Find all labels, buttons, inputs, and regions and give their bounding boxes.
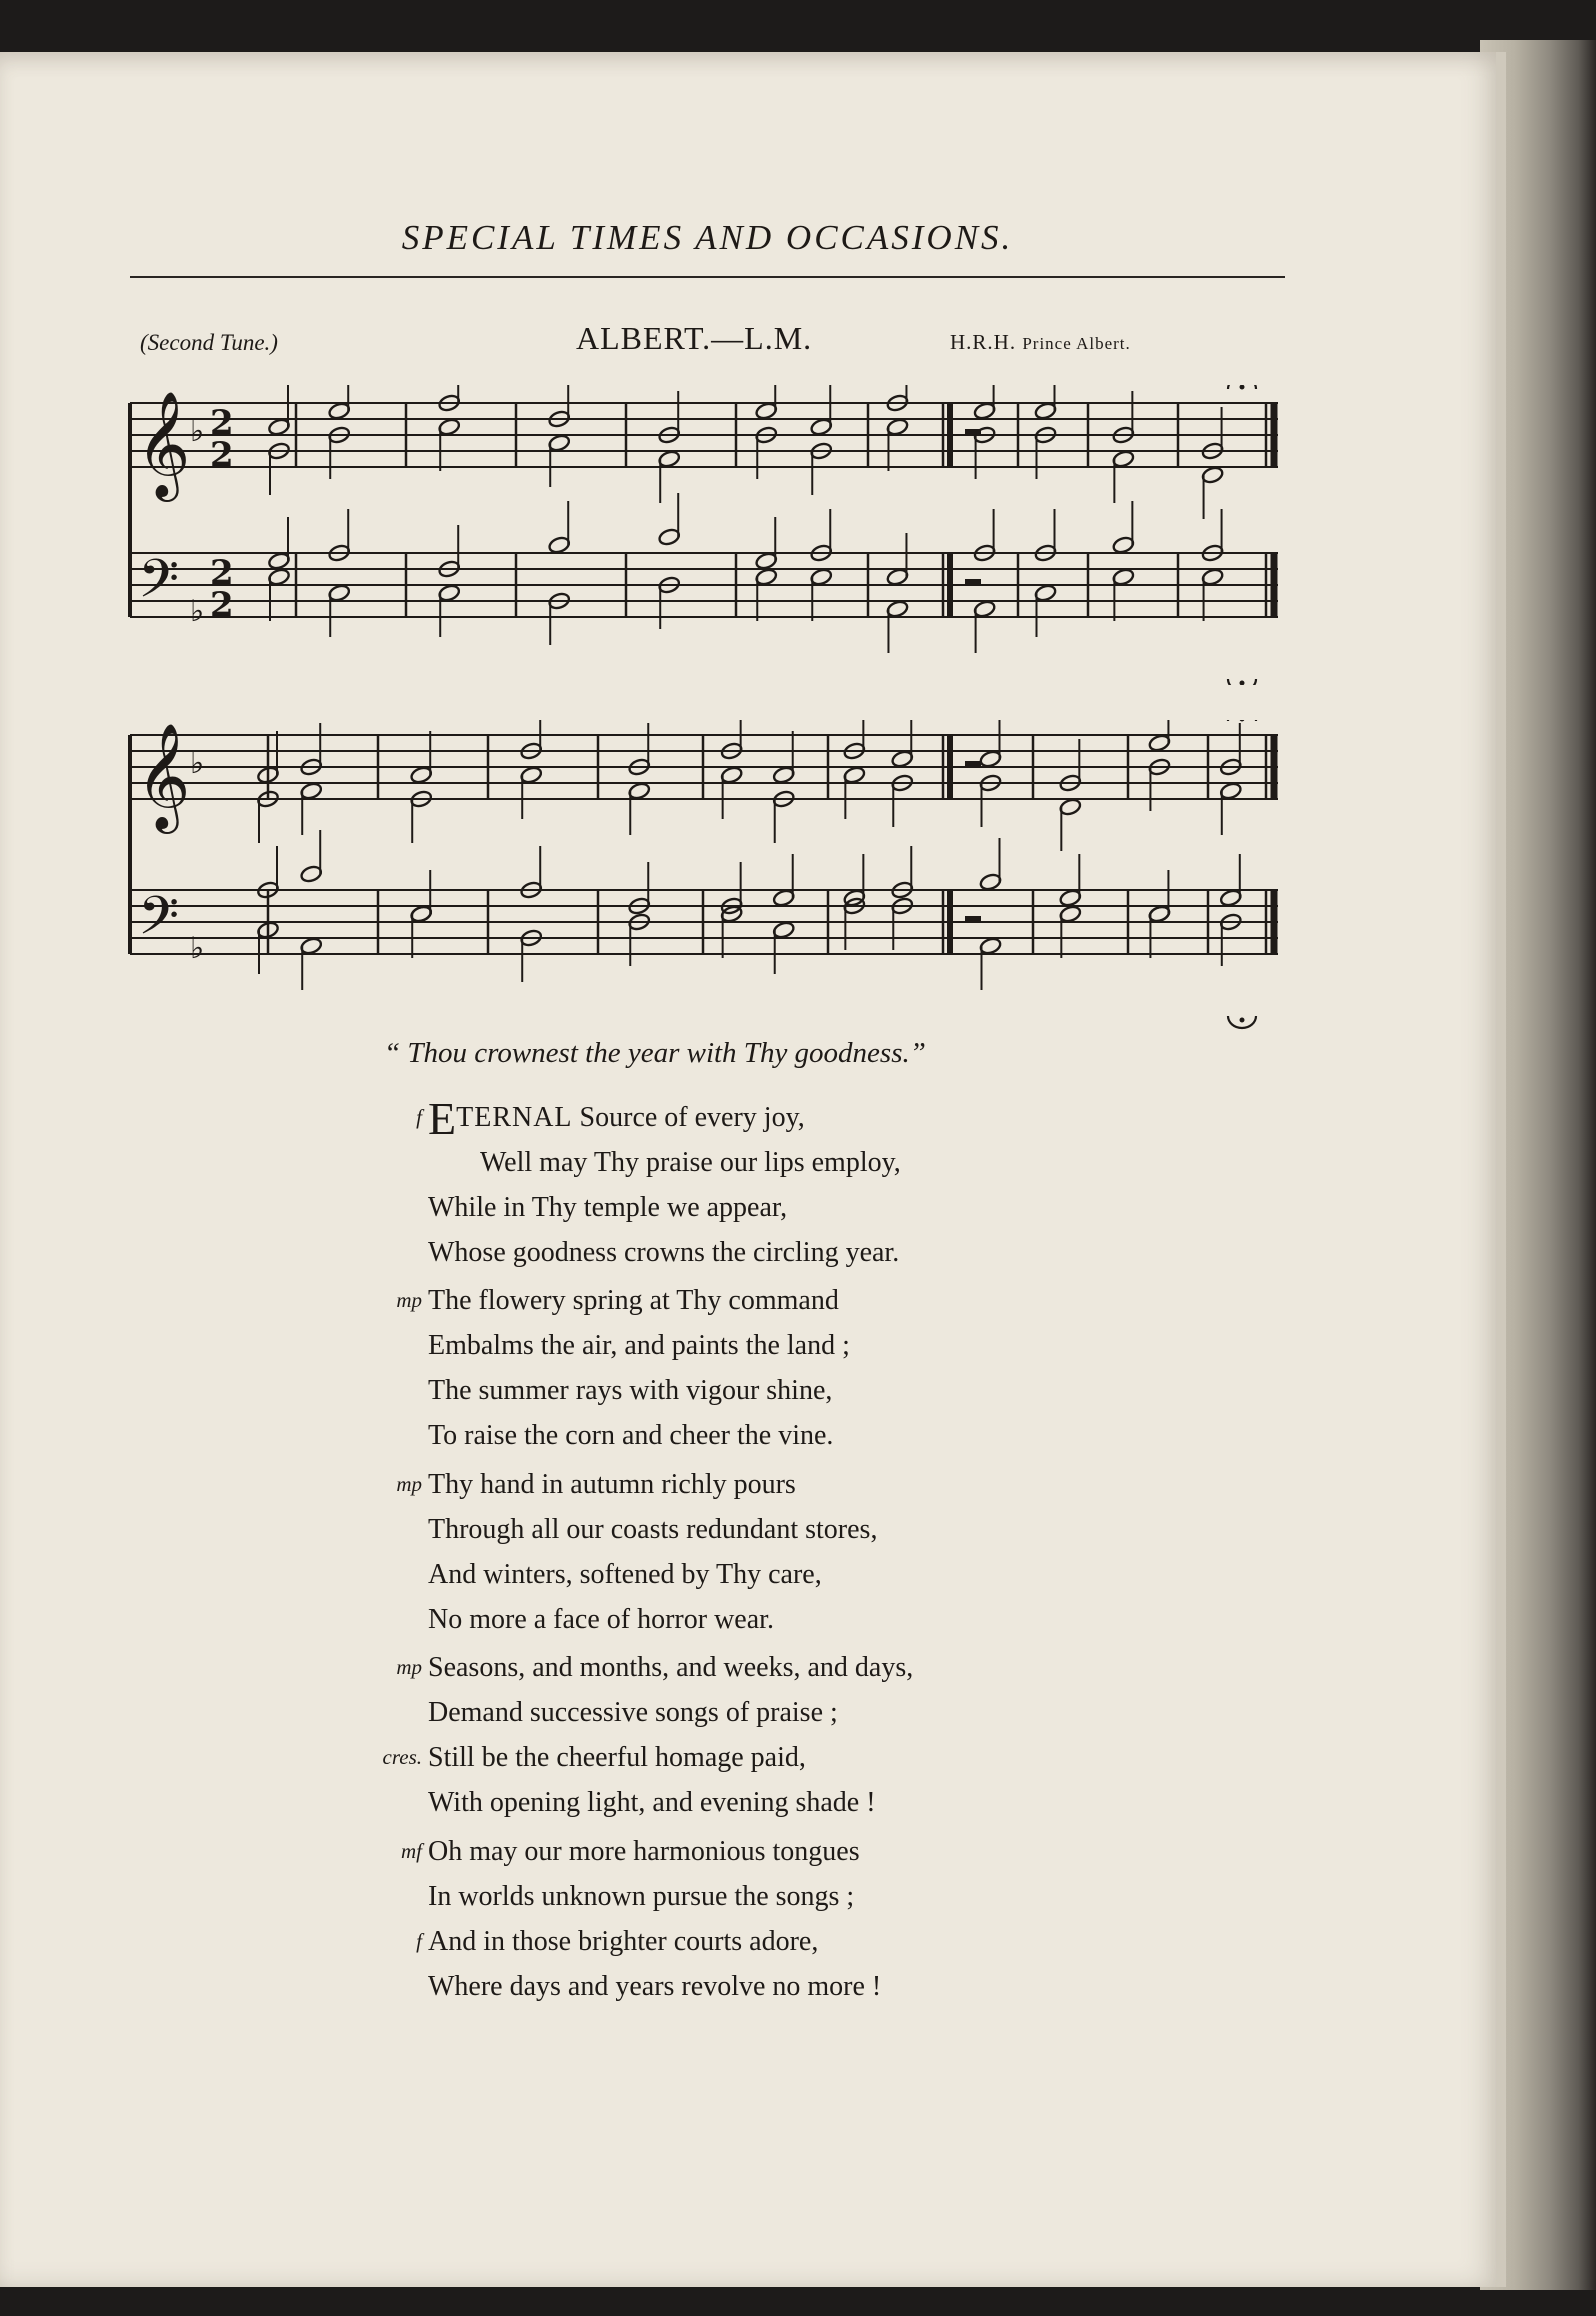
composer-name: Prince Albert. xyxy=(1022,334,1131,353)
dynamic-mark: f xyxy=(416,1929,422,1953)
fermata-dot xyxy=(1240,720,1245,722)
dynamic-mark: mp xyxy=(396,1288,422,1312)
epigraph: “ Thou crownest the year with Thy goodness.” xyxy=(384,1037,926,1069)
tune-composer xyxy=(950,330,1131,355)
tune-note: (Second Tune.) xyxy=(140,330,278,355)
verse-line-text: Still be the cheerful homage paid, xyxy=(428,1742,806,1773)
verse-line: With opening light, and evening shade ! xyxy=(428,1787,876,1818)
verse-line: In worlds unknown pursue the songs ; xyxy=(428,1881,855,1912)
drop-cap: E xyxy=(428,1093,457,1144)
dynamic-mark: mp xyxy=(396,1655,422,1679)
verse-3 xyxy=(380,1462,877,1642)
fermata-dot xyxy=(1240,681,1245,686)
time-signature: 2 xyxy=(210,435,234,475)
verse-line: Through all our coasts redundant stores, xyxy=(428,1514,878,1545)
running-head: SPECIAL TIMES AND OCCASIONS. xyxy=(401,218,1014,257)
verse-1 xyxy=(380,1095,901,1275)
verse-4 xyxy=(380,1645,913,1825)
dynamic-mark: mp xyxy=(396,1472,422,1496)
flat-sign: ♭ xyxy=(190,746,205,781)
time-signature: 2 xyxy=(210,403,234,443)
verse-5 xyxy=(380,1829,881,2009)
bass-clef: 𝄢 xyxy=(138,886,180,960)
treble-clef: 𝄞 xyxy=(136,390,191,497)
dynamic-mark: cres. xyxy=(382,1745,422,1769)
verse-line xyxy=(380,1919,881,1964)
music-system-1 xyxy=(128,385,1288,685)
verse-line-text: Oh may our more harmonious tongues xyxy=(428,1836,860,1867)
verse-line xyxy=(380,1462,877,1507)
verse-line xyxy=(380,1735,913,1780)
flat-sign: ♭ xyxy=(190,594,205,629)
verse-line: Embalms the air, and paints the land ; xyxy=(428,1330,850,1361)
verse-line: The summer rays with vigour shine, xyxy=(428,1375,833,1406)
flat-sign: ♭ xyxy=(190,414,205,449)
verse-line: While in Thy temple we appear, xyxy=(428,1192,788,1223)
verse-line xyxy=(380,1278,850,1323)
treble-clef: 𝄞 xyxy=(136,722,191,829)
composer-prefix: H.R.H. xyxy=(950,330,1023,354)
verse-line xyxy=(380,1645,913,1690)
dynamic-mark: mf xyxy=(401,1839,422,1863)
fermata-dot xyxy=(1240,385,1245,390)
verse-line: And winters, softened by Thy care, xyxy=(428,1559,822,1590)
flat-sign: ♭ xyxy=(190,931,205,966)
verse-line: Demand successive songs of praise ; xyxy=(428,1697,838,1728)
half-rest xyxy=(965,579,981,585)
fermata-dot xyxy=(1240,1018,1245,1023)
verse-line xyxy=(380,1829,881,1874)
verse-line xyxy=(380,1093,901,1144)
verse-line-text: And in those brighter courts adore, xyxy=(428,1926,819,1957)
tune-title: ALBERT.—L.M. xyxy=(576,320,813,356)
bass-clef: 𝄢 xyxy=(138,549,180,623)
half-rest xyxy=(965,916,981,922)
music-system-2 xyxy=(128,720,1288,1030)
dynamic-mark: f xyxy=(416,1105,422,1129)
header-rule xyxy=(130,276,1285,278)
verse-line-text: Seasons, and months, and weeks, and days, xyxy=(428,1652,914,1683)
verse-line: No more a face of horror wear. xyxy=(428,1604,774,1635)
verse-line-text: ETERNAL Source of every joy, xyxy=(428,1093,805,1144)
time-signature: 2 xyxy=(210,585,234,625)
verse-2 xyxy=(380,1278,850,1458)
verse-line: Well may Thy praise our lips employ, xyxy=(480,1147,901,1178)
verse-line: Whose goodness crowns the circling year. xyxy=(428,1237,900,1268)
page-edge xyxy=(1496,52,1506,2287)
half-rest xyxy=(965,761,981,767)
half-rest xyxy=(965,429,981,435)
time-signature: 2 xyxy=(210,553,234,593)
verse-line-text: The flowery spring at Thy command xyxy=(428,1285,839,1316)
verse-line: To raise the corn and cheer the vine. xyxy=(428,1420,834,1451)
verse-line: Where days and years revolve no more ! xyxy=(428,1971,882,2002)
verse-line-text: Thy hand in autumn richly pours xyxy=(428,1469,796,1500)
